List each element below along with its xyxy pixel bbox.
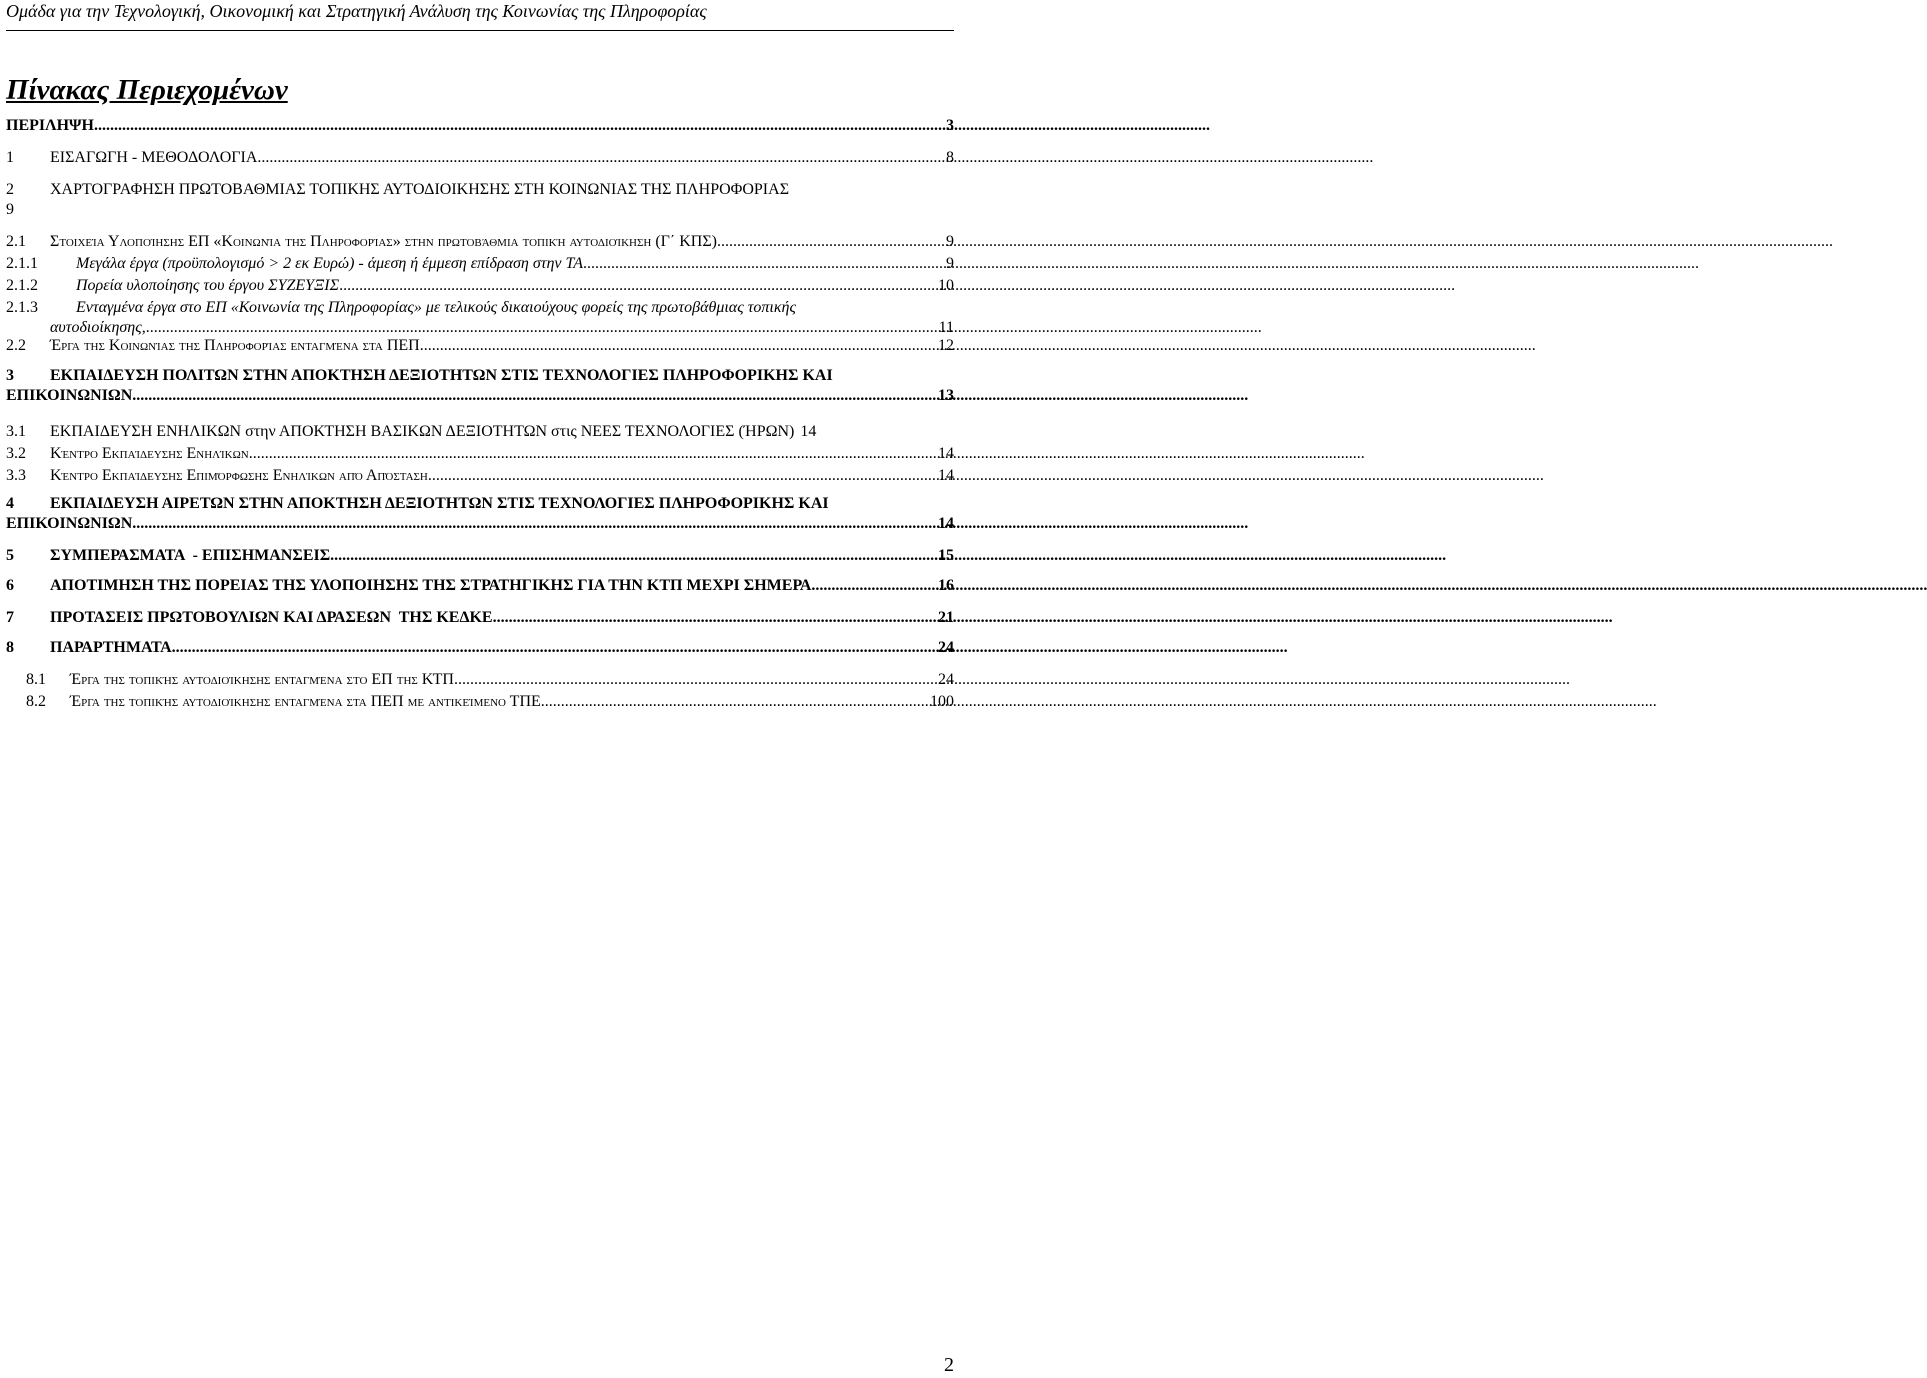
toc-entry-4[interactable] bbox=[6, 494, 954, 534]
running-header: Ομάδα για την Τεχνολογική, Οικονομική και Στρατηγική Ανάλυση της Κοινωνίας της Πληροφορίας bbox=[6, 0, 954, 31]
dot-leader bbox=[454, 670, 936, 690]
toc-entry-number: 2.1.3 bbox=[6, 299, 38, 316]
dot-leader bbox=[339, 276, 936, 296]
toc-entry-text: ΠΑΡΑΡΤΗΜΑΤΑ bbox=[50, 639, 172, 656]
toc-entry-text: ΑΠΟΤΙΜΗΣΗ ΤΗΣ ΠΟΡΕΙΑΣ ΤΗΣ ΥΛΟΠΟΙΗΣΗΣ ΤΗΣ ΣΤΡΑΤΗΓΙΚΗΣ ΓΙΑ ΤΗΝ ΚΤΠ ΜΕΧΡΙ ΣΗΜΕΡΑ bbox=[50, 577, 812, 594]
toc-entry-number: 2.2 bbox=[6, 337, 26, 354]
toc-entry-text: ΣΥΜΠΕΡΑΣΜΑΤΑ - ΕΠΙΣΗΜΑΝΣΕΙΣ bbox=[50, 547, 331, 564]
toc-entry-page: 14 bbox=[800, 423, 817, 440]
toc-entry-number: 3.2 bbox=[6, 445, 26, 462]
toc-entry-text: ΧΑΡΤΟΓΡΑΦΗΣΗ ΠΡΩΤΟΒΑΘΜΙΑΣ ΤΟΠΙΚΗΣ ΑΥΤΟΔΙΟΙΚΗΣΗΣ ΣΤΗ ΚΟΙΝΩΝΙΑΣ ΤΗΣ ΠΛΗΡΟΦΟΡΙΑΣ bbox=[50, 181, 789, 198]
toc-entry-text: Έργα της Κοινωνίας της Πληροφορίας ενταγμένα στα ΠΕΠ bbox=[50, 337, 420, 354]
toc-entry-text: ΕΚΠΑΙΔΕΥΣΗ ΑΙΡΕΤΩΝ ΣΤΗΝ ΑΠΟΚΤΗΣΗ ΔΕΞΙΟΤΗΤΩΝ ΣΤΙΣ ΤΕΧΝΟΛΟΓΙΕΣ ΠΛΗΡΟΦΟΡΙΚΗΣ ΚΑΙ bbox=[50, 495, 829, 512]
toc-entry-number: 7 bbox=[6, 609, 14, 626]
dot-leader bbox=[132, 386, 936, 406]
toc-entry-text: Έργα της τοπικής αυτοδιοίκησης ενταγμένα στο ΕΠ της ΚΤΠ bbox=[70, 671, 454, 688]
toc-entry-page: 16 bbox=[938, 577, 954, 594]
toc-entry-1[interactable] bbox=[6, 148, 954, 168]
toc-entry-3-3[interactable] bbox=[6, 466, 954, 486]
toc-entry-page: 9 bbox=[946, 233, 954, 250]
toc-entry-number: 2.1.1 bbox=[6, 255, 38, 272]
toc-entry-page: 24 bbox=[938, 671, 954, 688]
toc-entry-page: 14 bbox=[938, 467, 954, 484]
dot-leader bbox=[420, 336, 936, 356]
toc-entry-number: 1 bbox=[6, 149, 14, 166]
toc-entry-text-continued: ΕΠΙΚΟΙΝΩΝΙΩΝ bbox=[6, 387, 133, 404]
dot-leader bbox=[146, 318, 937, 338]
toc-entry-2[interactable] bbox=[6, 180, 954, 220]
toc-entry-page: 11 bbox=[938, 319, 954, 336]
toc-entry-2-2[interactable] bbox=[6, 336, 954, 356]
toc-entry-5[interactable] bbox=[6, 546, 954, 566]
toc-entry-6[interactable] bbox=[6, 576, 954, 596]
toc-entry-2-1-1[interactable] bbox=[6, 254, 954, 274]
toc-entry-7[interactable] bbox=[6, 608, 954, 628]
dot-leader bbox=[172, 638, 936, 658]
toc-entry-page: 12 bbox=[938, 337, 954, 354]
toc-entry-page: 13 bbox=[938, 387, 954, 404]
toc-entry-page: 14 bbox=[938, 445, 954, 462]
toc-entry-page: 10 bbox=[938, 277, 954, 294]
toc-entry-number: 3.3 bbox=[6, 467, 26, 484]
toc-entry-summary[interactable] bbox=[6, 116, 954, 136]
dot-leader bbox=[257, 148, 944, 168]
toc-entry-number: 8 bbox=[6, 639, 14, 656]
dot-leader bbox=[330, 546, 936, 566]
toc-entry-number: 3 bbox=[6, 367, 14, 384]
toc-entry-text-continued: αυτοδιοίκησης, bbox=[50, 319, 146, 336]
toc-entry-text: ΕΚΠΑΙΔΕΥΣΗ ΠΟΛΙΤΩΝ ΣΤΗΝ ΑΠΟΚΤΗΣΗ ΔΕΞΙΟΤΗΤΩΝ ΣΤΙΣ ΤΕΧΝΟΛΟΓΙΕΣ ΠΛΗΡΟΦΟΡΙΚΗΣ ΚΑΙ bbox=[50, 367, 833, 384]
toc-entry-8-2[interactable] bbox=[6, 692, 954, 712]
toc-entry-2-1-2[interactable] bbox=[6, 276, 954, 296]
dot-leader bbox=[811, 576, 936, 596]
toc-entry-number: 4 bbox=[6, 495, 14, 512]
toc-entry-text: ΠΕΡΙΛΗΨΗ bbox=[6, 117, 94, 134]
toc-title: Πίνακας Περιεχομένων bbox=[6, 74, 288, 106]
page-number: 2 bbox=[944, 1354, 954, 1376]
toc-entry-page: 9 bbox=[6, 201, 14, 218]
toc-entry-text: Πορεία υλοποίησης του έργου ΣΥΖΕΥΞΙΣ bbox=[76, 277, 340, 294]
toc-entry-text: Έργα της τοπικής αυτοδιοίκησης ενταγμένα στα ΠΕΠ με αντικείμενο ΤΠΕ bbox=[70, 693, 541, 710]
dot-leader bbox=[583, 254, 944, 274]
toc-entry-page: 8 bbox=[946, 149, 954, 166]
toc-entry-3-2[interactable] bbox=[6, 444, 954, 464]
toc-entry-number: 5 bbox=[6, 547, 14, 564]
toc-entry-page: 21 bbox=[938, 609, 954, 626]
toc-entry-page: 15 bbox=[938, 547, 954, 564]
toc-entry-text: ΠΡΟΤΑΣΕΙΣ ΠΡΩΤΟΒΟΥΛΙΩΝ ΚΑΙ ΔΡΑΣΕΩΝ ΤΗΣ ΚΕΔΚΕ. bbox=[50, 609, 497, 626]
toc-entry-page: 100 bbox=[930, 693, 954, 710]
toc-entry-text: Ενταγμένα έργα στο ΕΠ «Κοινωνία της Πληροφορίας» με τελικούς δικαιούχους φορείς της πρωτοβάθμιας τοπικής bbox=[76, 299, 796, 316]
toc-entry-number: 8.2 bbox=[26, 693, 46, 710]
toc-entry-2-1[interactable] bbox=[6, 232, 954, 252]
dot-leader bbox=[132, 514, 936, 534]
toc-entry-text: Κέντρο Εκπαίδευσης Επιμόρφωσης Ενηλίκων από Απόσταση bbox=[50, 467, 428, 484]
toc-entry-text: Μεγάλα έργα (προϋπολογισμό > 2 εκ Ευρώ) - άμεση ή έμμεση επίδραση στην ΤΑ bbox=[76, 255, 583, 272]
toc-entry-8-1[interactable] bbox=[6, 670, 954, 690]
toc-entry-text: Κέντρο Εκπαίδευσης Ενηλίκων bbox=[50, 445, 249, 462]
dot-leader bbox=[497, 608, 936, 628]
toc-entry-number: 2.1.2 bbox=[6, 277, 38, 294]
dot-leader bbox=[717, 232, 944, 252]
dot-leader bbox=[249, 444, 936, 464]
toc-entry-8[interactable] bbox=[6, 638, 954, 658]
dot-leader bbox=[541, 692, 928, 712]
toc-entry-page: 24 bbox=[938, 639, 954, 656]
toc-entry-2-1-3[interactable] bbox=[6, 298, 954, 338]
toc-entry-number: 2 bbox=[6, 181, 14, 198]
toc-entry-page: 3 bbox=[946, 117, 954, 134]
toc-entry-page: 9 bbox=[946, 255, 954, 272]
toc-entry-number: 3.1 bbox=[6, 423, 26, 440]
toc-entry-number: 2.1 bbox=[6, 233, 26, 250]
toc-entry-number: 6 bbox=[6, 577, 14, 594]
toc-entry-text: Στοιχεία Υλοποίησης ΕΠ «Κοινωνία της Πληροφορίας» στην πρωτοβάθμια τοπική αυτοδιοίκηση (Γ΄ ΚΠΣ) bbox=[50, 233, 717, 250]
dot-leader bbox=[428, 466, 936, 486]
toc-entry-3-1[interactable] bbox=[6, 422, 954, 442]
dot-leader bbox=[94, 116, 944, 136]
toc-entry-text: ΕΙΣΑΓΩΓΗ - ΜΕΘΟΔΟΛΟΓΙΑ bbox=[50, 149, 258, 166]
toc-entry-text-continued: ΕΠΙΚΟΙΝΩΝΙΩΝ bbox=[6, 515, 133, 532]
toc-entry-3[interactable] bbox=[6, 366, 954, 406]
toc-entry-page: 14 bbox=[938, 515, 954, 532]
toc-entry-number: 8.1 bbox=[26, 671, 46, 688]
toc-entry-text: ΕΚΠΑΙΔΕΥΣΗ ΕΝΗΛΙΚΩΝ στην ΑΠΟΚΤΗΣΗ ΒΑΣΙΚΩΝ ΔΕΞΙΟΤΗΤΩΝ στις ΝΕΕΣ ΤΕΧΝΟΛΟΓΙΕΣ (ΉΡΩΝ) bbox=[50, 423, 795, 440]
